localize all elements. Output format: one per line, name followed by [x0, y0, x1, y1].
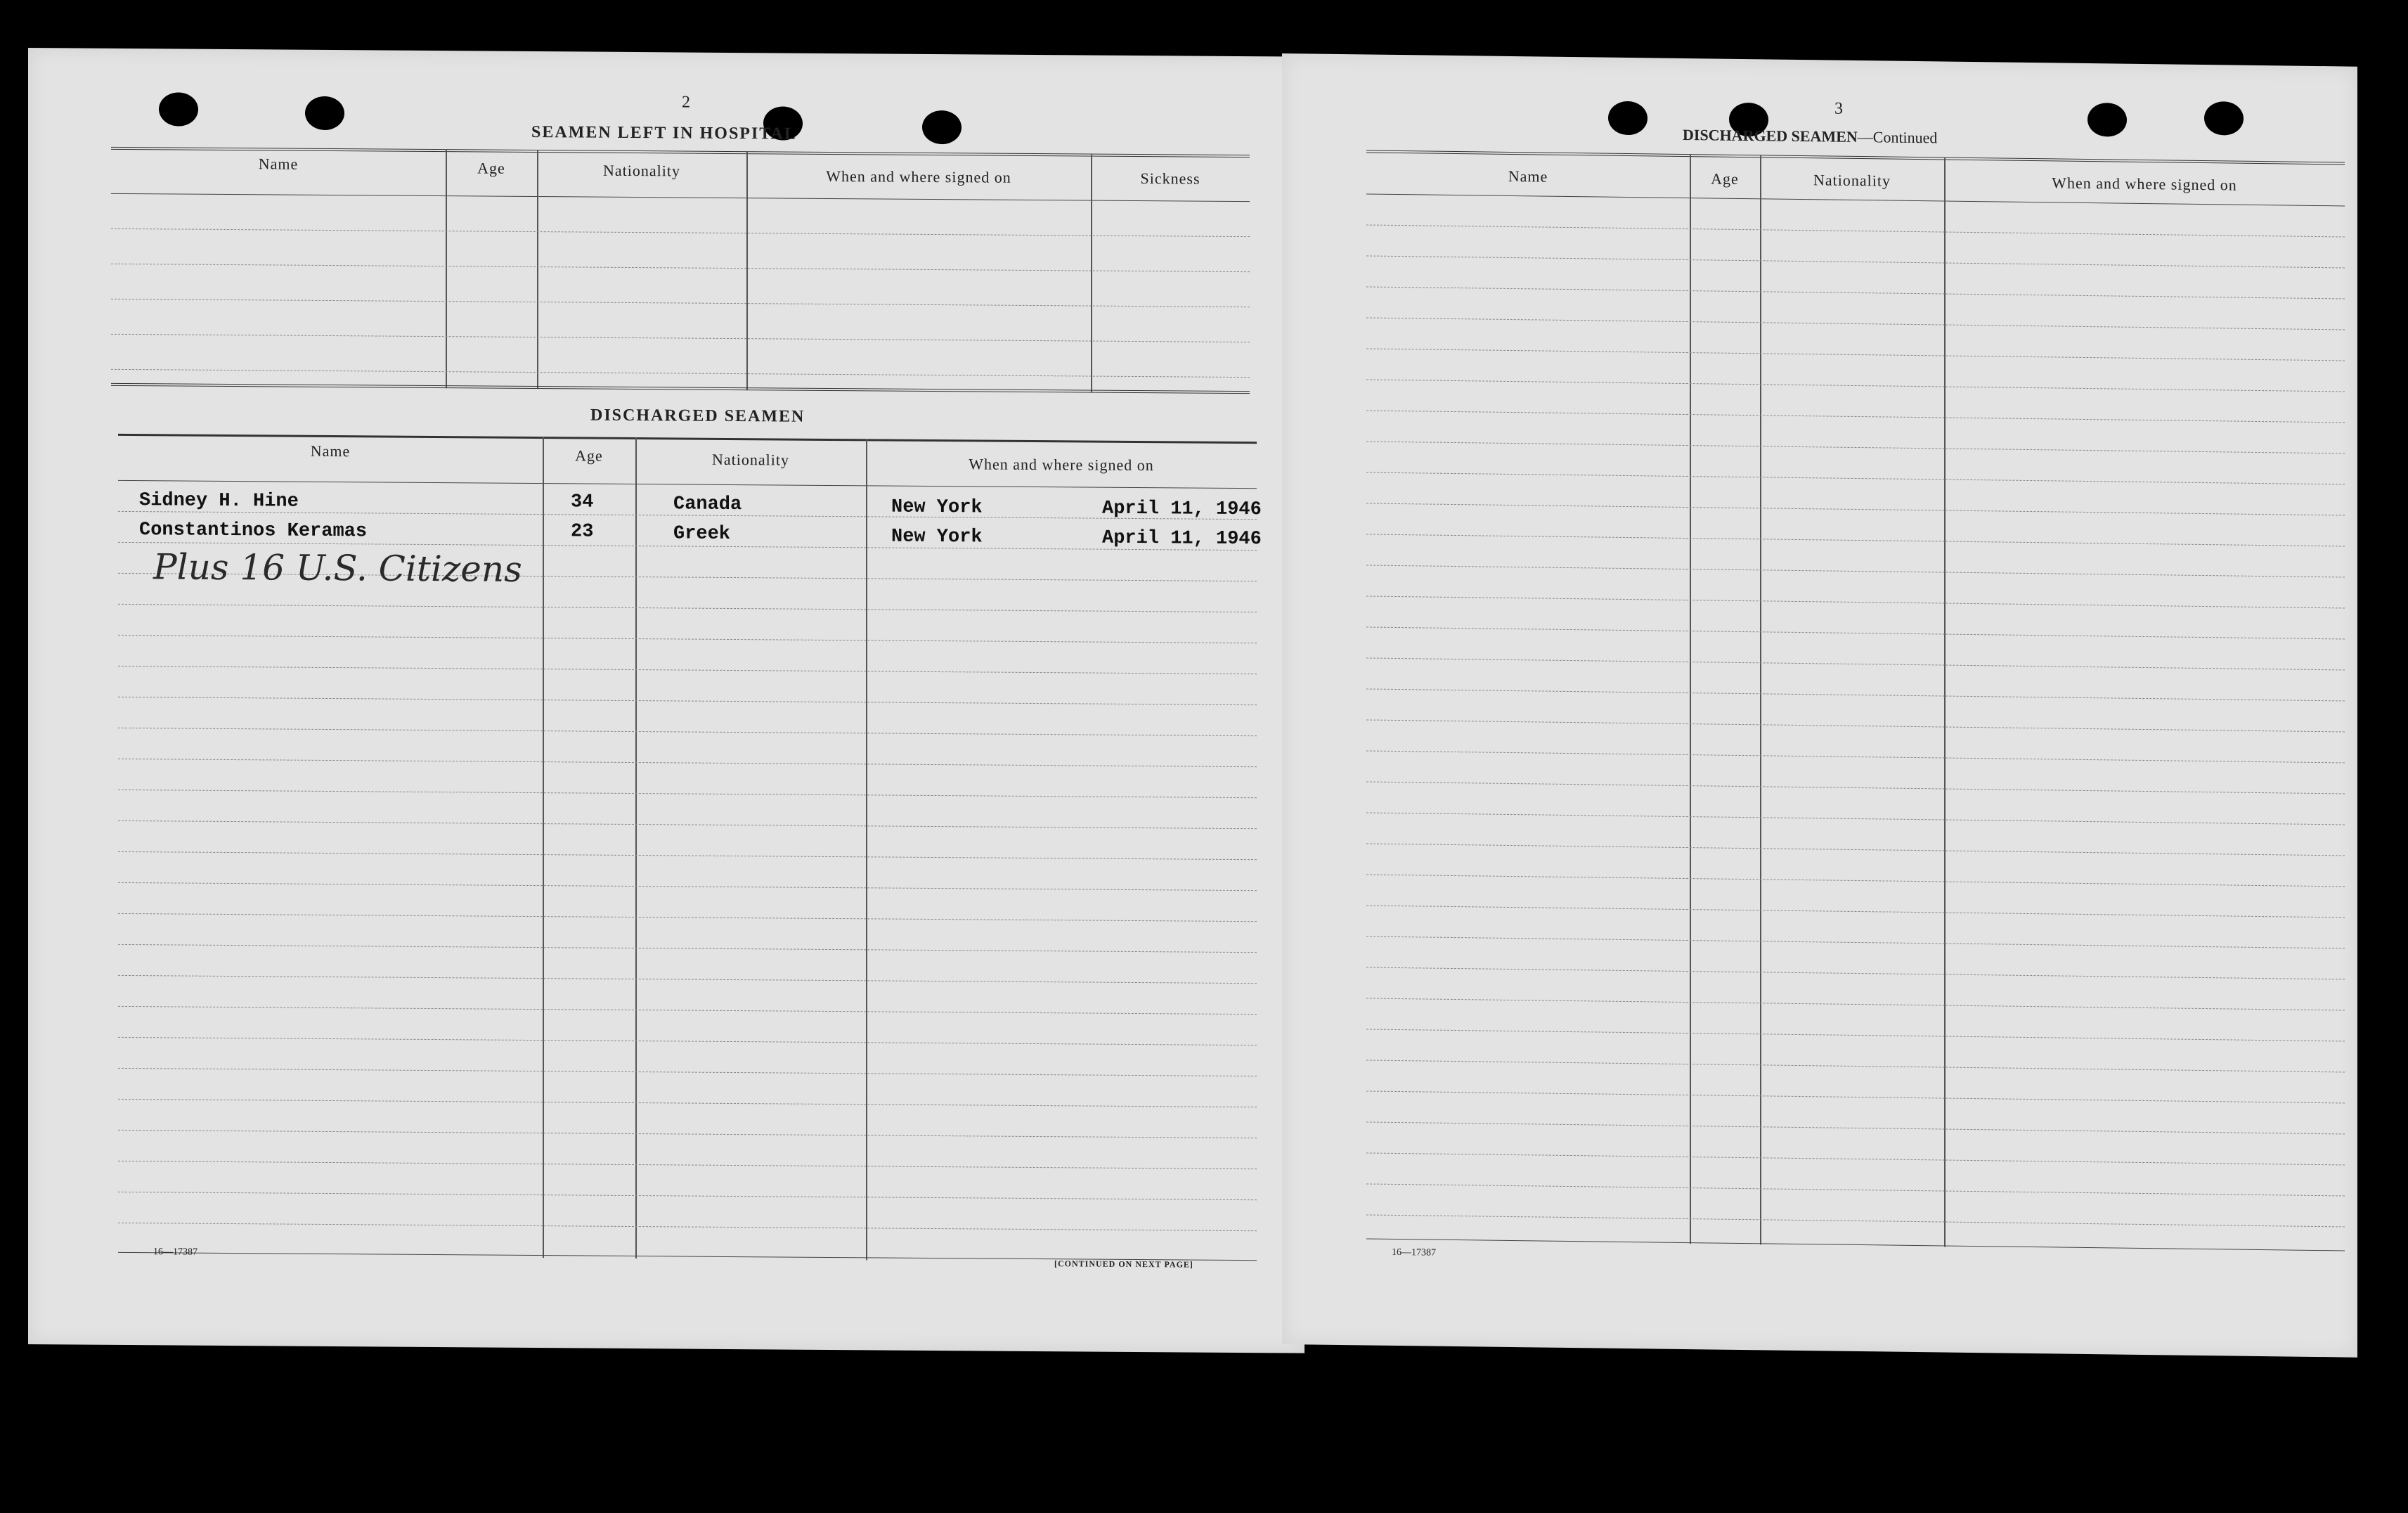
column-header-name: Name	[1508, 167, 1548, 186]
signed-on-place: New York	[891, 526, 983, 548]
punch-hole	[305, 96, 344, 130]
column-header-nationality: Nationality	[603, 161, 680, 180]
column-header-signed-on: When and where signed on	[2052, 174, 2237, 194]
column-header-sickness: Sickness	[1140, 169, 1200, 188]
column-header-age: Age	[1711, 169, 1739, 188]
seaman-name: Constantinos Keramas	[139, 520, 368, 543]
column-header-signed-on: When and where signed on	[826, 167, 1011, 186]
hospital-section-title: SEAMEN LEFT IN HOSPITAL	[531, 122, 797, 143]
signed-on-date: April 11, 1946	[1102, 527, 1262, 551]
form-number: 16—17387	[1392, 1247, 1436, 1258]
seaman-age: 23	[571, 521, 594, 543]
continued-note: [CONTINUED ON NEXT PAGE]	[1054, 1258, 1193, 1270]
column-header-nationality: Nationality	[712, 450, 789, 469]
page-number: 2	[682, 93, 690, 112]
seaman-age: 34	[571, 491, 594, 513]
column-header-signed-on: When and where signed on	[969, 455, 1154, 475]
punch-hole	[922, 110, 962, 144]
hospital-table	[111, 147, 1250, 394]
punch-hole	[2087, 103, 2127, 137]
signed-on-date: April 11, 1946	[1102, 498, 1262, 521]
punch-hole	[1608, 101, 1648, 136]
left-page	[28, 48, 1305, 1353]
seaman-nationality: Canada	[673, 494, 742, 516]
discharged-continued-title	[1683, 126, 1937, 147]
punch-hole	[159, 92, 198, 126]
signed-on-place: New York	[891, 496, 983, 519]
section-title-suffix: —Continued	[1857, 128, 1938, 147]
discharged-table	[118, 434, 1262, 1263]
punch-hole	[2204, 101, 2244, 136]
discharged-continued-table	[1366, 150, 2345, 1251]
column-header-name: Name	[310, 442, 351, 461]
discharged-section-title: DISCHARGED SEAMEN	[590, 406, 805, 426]
page-number: 3	[1834, 99, 1843, 118]
form-number: 16—17387	[153, 1247, 198, 1258]
section-title-text: DISCHARGED SEAMEN	[1683, 125, 1858, 146]
column-header-age: Age	[477, 159, 505, 177]
handwritten-note: Plus 16 U.S. Citizens	[153, 546, 522, 590]
seaman-name: Sidney H. Hine	[139, 490, 299, 513]
column-header-name: Name	[258, 155, 299, 173]
column-header-nationality: Nationality	[1813, 171, 1891, 190]
column-header-age: Age	[575, 446, 603, 465]
seaman-nationality: Greek	[673, 523, 731, 545]
right-page	[1282, 53, 2357, 1358]
